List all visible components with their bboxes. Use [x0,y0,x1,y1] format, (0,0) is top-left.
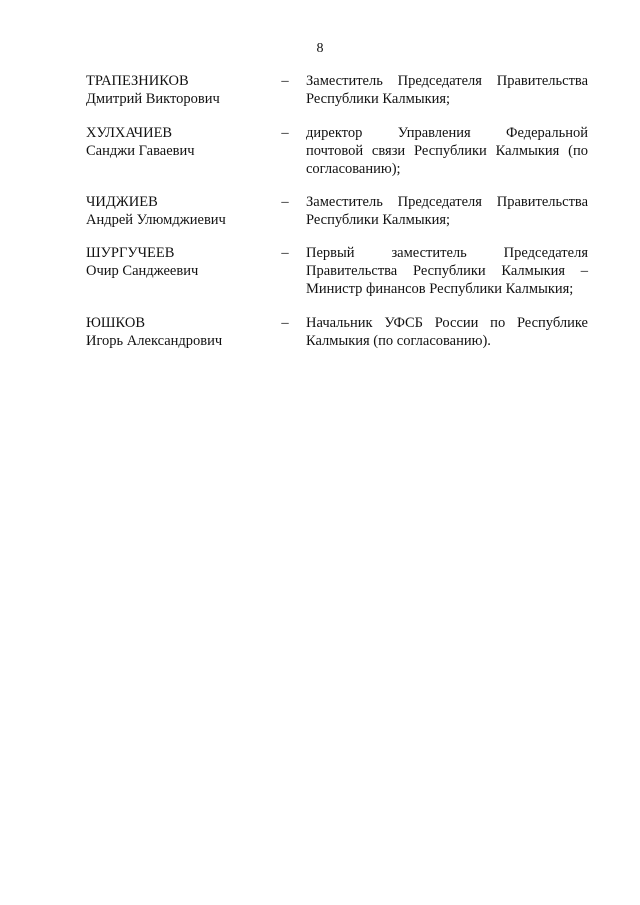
role-line: Калмыкия (по согласованию). [306,333,491,349]
dash-separator: – [281,194,289,210]
member-surname: ЮШКОВ [86,315,145,331]
member-role [306,124,588,178]
role-line: директор Управления Федеральной [306,125,588,141]
role-line: Первый заместитель Председателя [306,245,588,261]
member-name-block [86,72,276,108]
member-given-names: Санджи Гаваевич [86,143,195,159]
role-line: Республики Калмыкия; [306,91,451,107]
member-name-block [86,244,276,280]
role-line: согласованию); [306,161,401,177]
member-surname: ЧИДЖИЕВ [86,194,158,210]
role-line: Заместитель Председателя Правительства [306,194,588,210]
role-line: Министр финансов Республики Калмыкия; [306,281,574,297]
member-name-block [86,314,276,350]
member-role [306,72,588,108]
member-surname: ХУЛХАЧИЕВ [86,125,173,141]
dash-separator: – [281,315,289,331]
member-given-names: Игорь Александрович [86,333,223,349]
member-name-block [86,124,276,160]
member-role [306,193,588,229]
page-number: 8 [316,41,324,56]
member-surname: ТРАПЕЗНИКОВ [86,73,189,89]
member-given-names: Дмитрий Викторович [86,91,220,107]
member-surname: ШУРГУЧЕЕВ [86,245,175,261]
role-line: Начальник УФСБ России по Республике [306,315,588,331]
member-role [306,244,588,298]
member-given-names: Андрей Улюмджиевич [86,212,226,228]
member-given-names: Очир Санджеевич [86,263,199,279]
member-name-block [86,193,276,229]
role-line: Заместитель Председателя Правительства [306,73,588,89]
role-line: почтовой связи Республики Калмыкия (по [306,143,588,159]
role-line: Республики Калмыкия; [306,212,451,228]
dash-separator: – [281,245,289,261]
member-role [306,314,588,350]
dash-separator: – [281,125,289,141]
role-line: Правительства Республики Калмыкия – [306,263,588,279]
dash-separator: – [281,73,289,89]
